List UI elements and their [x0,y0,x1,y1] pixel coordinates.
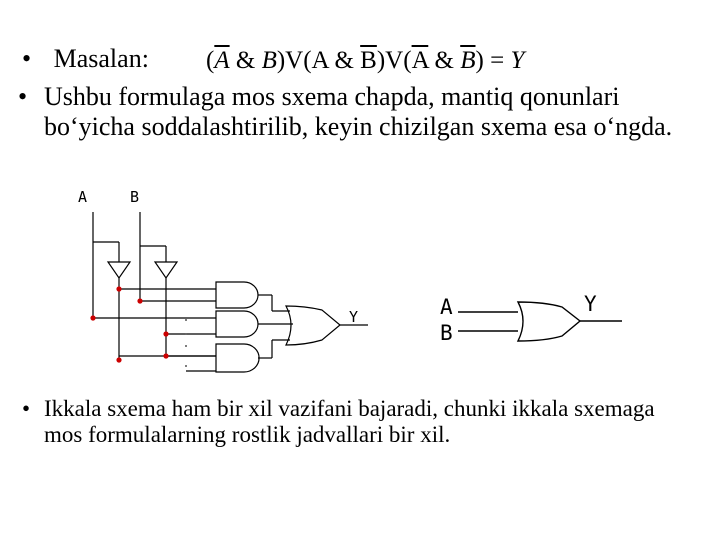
not-gate-b [155,262,177,278]
right-label-b: B [440,321,453,345]
formula-y: Y [510,47,525,74]
left-label-y: Y [349,308,359,326]
formula-part: )V(A & [276,47,361,74]
junction-dot [116,286,121,291]
bullet-text: Ikkala sxema ham bir xil vazifani bajaradi, chunki ikkala sxemaga mos formulalarning rostlik jadvallari bir xil. [44,396,655,447]
not-gate-a [108,262,130,278]
formula-not-b: $\overline{B}$ [360,47,377,74]
formula-b: B [261,47,277,74]
bullet-marker: • [18,82,28,111]
formula-part: ) = [475,47,511,74]
junction-dot [163,353,168,358]
formula-not-a: $\overline{A}$ [214,47,230,74]
bullet-ikkala [22,396,684,448]
formula-paren: ( [206,47,215,74]
left-circuit [78,188,368,372]
bullet-marker: • [22,44,32,73]
right-label-a: A [440,295,453,319]
formula-not-a: $\overline{A}$ [411,47,429,74]
and-gate-3 [216,344,259,372]
and-gate-1 [216,282,258,308]
and-gate-2 [216,311,258,337]
bullet-text: Masalan: [53,44,149,73]
left-label-a: A [78,188,88,206]
left-label-b: B [130,188,140,206]
right-label-y: Y [584,292,597,316]
bullet-marker: • [22,396,31,421]
junction-dot [137,298,142,303]
junction-dot [163,331,168,336]
bullet-text: Ushbu formulaga mos sxema chapda, mantiq qonunlari bo‘yicha soddalashtirilib, keyin chizilgan sxema esa o‘ngda. [44,82,673,141]
junction-dot [90,315,95,320]
formula-and: & [428,47,461,74]
or-gate [286,306,340,345]
formula-not-b: $\overline{B}$ [460,47,476,74]
xor-gate [518,302,580,341]
formula-part: )V( [376,47,412,74]
junction-dot [116,357,121,362]
right-circuit [440,292,622,345]
formula-and: & [229,47,262,74]
